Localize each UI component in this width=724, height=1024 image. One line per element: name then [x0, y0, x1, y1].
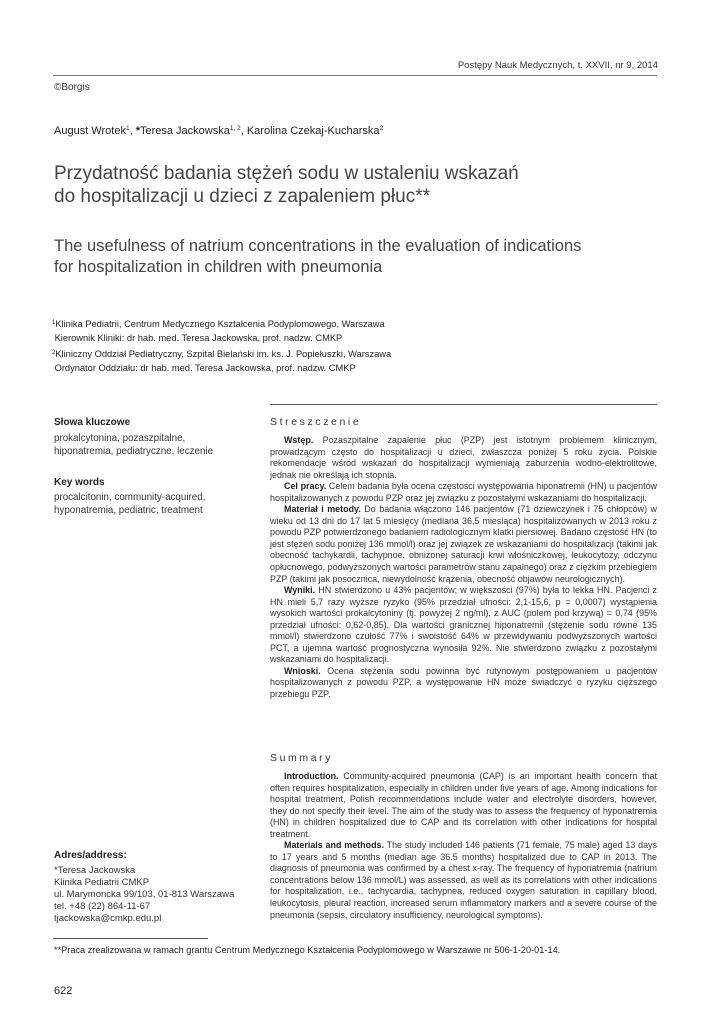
affiliations [52, 316, 452, 375]
streszczenie-body [270, 435, 657, 701]
address-line: ul. Marymoncka 99/103, 01-813 Warszawa [54, 889, 235, 900]
paragraph-label: Wyniki. [284, 585, 316, 596]
author-name: August Wrotek [54, 125, 126, 137]
summary-heading: Summary [270, 752, 334, 764]
abstract-paragraph [270, 771, 657, 840]
paragraph-text: Ocena stężenia sodu powinna być rutynowym postępowaniem u pacjentów hospitalizowanych z powodu PZP, a występowanie HN może świadczyć o ryzyku cięższego przebiegu PZP. [270, 665, 657, 700]
keyword-line: procalcitonin, community-acquired, [54, 492, 206, 503]
address-line: Klinika Pediatrii CMKP [54, 877, 150, 888]
corresponding-star: * [135, 125, 140, 137]
paragraph-text: Community-acquired pneumonia (CAP) is an important health concern that often requires hospitalization, especially in children under five years of age. Among indications for hospital treatment, Polish recommendations include water and electrolyte disorders, however, they do not specify their level. The aim of the study was to assess the frequency of hyponatremia (HN) in children hospitalized due to CAP and its correlation with other indications for hospital treatment. [270, 771, 657, 839]
author-affiliation-ref: 1, 2 [229, 125, 241, 132]
paragraph-text: Do badania włączono 146 pacjentów (71 dziewczynek i 75 chłopców) w wieku od 13 dni do 17 lat 5 miesięcy (mediana 36,5 miesiąca) hospitalizowanych w 2013 roku z powodu PZP potwierdzonego badaniem radiologicznym klatki piersiowej. Badano częstość HN (to jest stężeń sodu poniżej 136 mmol/l) oraz jej związek ze wskazaniami do hospitalizacji (takimi jak obecność tachykardii, tachypnoe, obniżonej saturacji krwi włośniczkowej, leukocytozy, odczynu opłucnowego, podwyższonych wartości parametrów stanu zapalnego) oraz z ciężkim przebiegiem PZP (takimi jak posocznica, niewydolność krążenia, obecność objawów neurologicznych). [270, 504, 657, 584]
address-heading: Adres/address: [54, 850, 127, 861]
affiliation-line [52, 316, 452, 331]
author-name: Karolina Czekaj-Kucharska [246, 125, 380, 137]
address-line: *Teresa Jackowska [54, 865, 136, 876]
author-affiliation-ref: 1 [125, 125, 130, 132]
affiliation-line: Ordynator Oddziału: dr hab. med. Teresa Jackowska, prof. nadzw. CMKP [52, 362, 356, 373]
title-line: do hospitalizacji u dzieci z zapaleniem płuc** [54, 186, 430, 207]
header-divider [53, 75, 657, 76]
paragraph-label: Wnioski. [284, 665, 321, 676]
affiliation-text: Kliniczny Oddział Pediatryczny, Szpital Bielański im. ks. J. Popiełuszki, Warszawa [55, 348, 392, 359]
summary-body [270, 771, 657, 921]
paragraph-label: Introduction. [284, 771, 339, 781]
abstract-paragraph [270, 585, 657, 666]
journal-citation: Postępy Nauk Medycznych, t. XXVII, nr 9, 2014 [457, 60, 658, 71]
section-divider [270, 404, 657, 405]
publisher-mark: ©Borgis [54, 82, 90, 93]
paragraph-label: Materials and methods. [284, 840, 384, 851]
paragraph-label: Materiał i metody. [284, 504, 361, 515]
author-list: August Wrotek$^1$, *Teresa Jackowska$^{1, 2}$, Karolina Czekaj-Kucharska$^2$ [54, 125, 384, 137]
affiliation-line: Kierownik Kliniki: dr hab. med. Teresa Jackowska, prof. nadzw. CMKP [52, 333, 343, 344]
title-line: The usefulness of natrium concentrations in the evaluation of indications [54, 237, 582, 255]
keywords-en [54, 492, 254, 517]
affiliation-number: 2 [52, 349, 56, 356]
abstract-paragraph [270, 666, 657, 701]
keywords-pl [54, 433, 254, 458]
affiliation-number: 1 [52, 320, 56, 326]
paragraph-text: HN stwierdzono u 43% pacjentów; w większości (97%) była to lekka HN. Pacjenci z HN mieli 5,7 razy wyższe ryzyko (95% przedział ufności: 2,1-15,6, p = 0,0007) wystąpienia wysokich wartości prokalcytoniny (tj. powyżej 2 ng/ml), z AUC (polem pod krzywą) = 0,74 (95% przedział ufności: 0,62-0,85). Dla wartości granicznej hiponatremii (stężenie sodu równe 135 mmol/l) stwierdzono czułość 77% i swoistość 64% w przewidywaniu podwyższonych wartości PCT, a ujemna wartość prognostyczna wynosiła 92%. Nie stwierdzono związku z pozostałymi wskazaniami do hospitalizacji. [270, 585, 657, 665]
paragraph-text: The study included 146 patients (71 female, 75 male) aged 13 days to 17 years and 5 months (median age 36.5 months) hospitalized due to CAP in 2013. The diagnosis of pneumonia was confirmed by a chest x-ray. The frequency of hyponatremia (natrium concentrations below 136 mmol/L) was assessed, as well as its correlations with other indications for hospitalization, i.e., tachycardia, tachypnea, reduced oxygen saturation in capillary blood, leukocytosis, pleural reaction, increased serum inflammatory markers and a severe course of the pneumonia (sepsis, circulatory insufficiency, neurological symptoms). [270, 840, 657, 920]
abstract-paragraph [270, 481, 657, 504]
abstract-paragraph [270, 435, 657, 481]
address-line: tel. +48 (22) 864-11-67 [54, 901, 151, 912]
abstract-paragraph [270, 504, 657, 585]
paragraph-label: Cel pracy. [284, 481, 327, 492]
affiliation-line [52, 346, 452, 361]
title-line: Przydatność badania stężeń sodu w ustaleniu wskazań [54, 163, 519, 184]
keywords-en-heading: Key words [54, 477, 105, 488]
grant-footnote: **Praca zrealizowana w ramach grantu Centrum Medycznego Kształcenia Podyplomowego w Warszawie nr 506-1-20-01-14. [54, 945, 561, 955]
email-address: tjackowska@cmkp.edu.pl [54, 913, 162, 924]
abstract-paragraph [270, 840, 657, 921]
keyword-line: prokalcytonina, pozaszpitalne, [54, 433, 186, 444]
paragraph-text: Pozaszpitalne zapalenie płuc (PZP) jest istotnym problemem klinicznym, prowadzącym często do hospitalizacji u dzieci, zwłaszcza poniżej 5 roku życia. Polskie rekomendacje wśród wskazań do hospitalizacji wymieniają zaburzenia wodno-elektrolitowe, jednak nie określają ich stopnia. [270, 435, 657, 480]
page-number: 622 [54, 985, 73, 997]
footnote-divider [53, 938, 208, 939]
affiliation-text: Klinika Pediatrii, Centrum Medycznego Kształcenia Podyplomowego, Warszawa [55, 319, 385, 329]
streszczenie-heading: Streszczenie [270, 416, 362, 428]
title-polish [54, 162, 634, 208]
paragraph-text: Celem badania była ocena częstości występowania hiponatremii (HN) u pacjentów hospitalizowanych z powodu PZP oraz jej związku z pozostałymi wskazaniami do hospitalizacji. [270, 481, 657, 503]
title-english [54, 236, 644, 278]
title-line: for hospitalization in children with pneumonia [54, 258, 383, 276]
author-affiliation-ref: 2 [379, 125, 384, 132]
paragraph-label: Wstęp. [284, 435, 314, 445]
author-name: Teresa Jackowska [139, 125, 230, 137]
keywords-pl-heading: Słowa kluczowe [54, 417, 131, 428]
keyword-line: hiponatremia, pediatryczne, leczenie [54, 445, 214, 457]
keyword-line: hyponatremia, pediatric, treatment [54, 504, 203, 516]
correspondence-address [54, 865, 234, 925]
